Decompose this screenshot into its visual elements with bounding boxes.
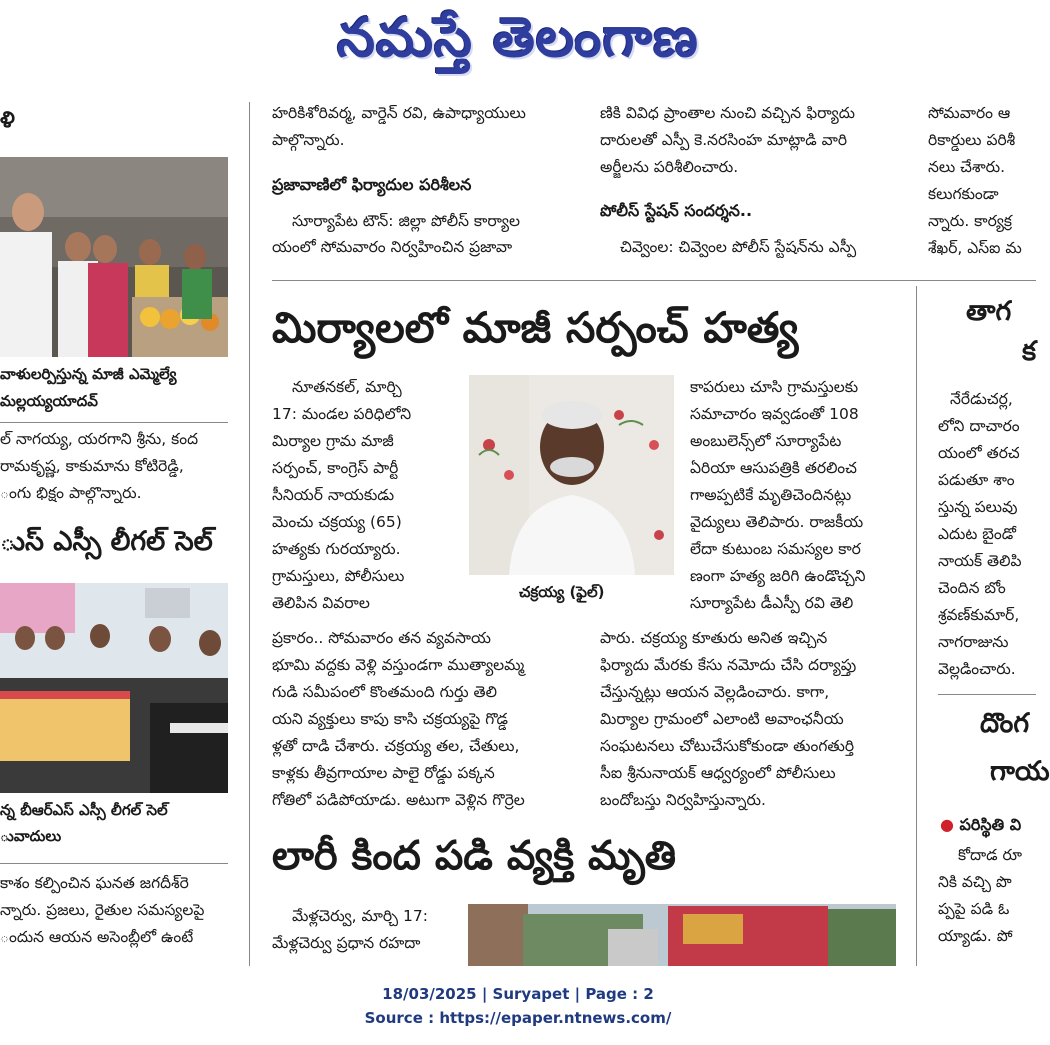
body-text: తెలిపిన వివరాల: [272, 594, 370, 612]
subheading: ప్రజావాణిలో ఫిర్యాదుల పరిశీలన: [272, 175, 472, 194]
body-text: మిర్యాల గ్రామ మాజీ: [272, 432, 394, 450]
body-text: సోమవారం ఆ: [928, 104, 1011, 122]
body-text: సూర్యాపేట డీఎస్పీ రవి తెలి: [690, 594, 854, 612]
body-text: అర్జీలను పరిశీలించారు.: [600, 158, 739, 176]
body-text: ందున ఆయన అసెంబ్లీలో ఉంటే: [0, 928, 194, 946]
body-text: గుడి సమీపంలో కొంతమంది గుర్తు తెలి: [272, 683, 497, 701]
body-text: నికి వచ్చి పొ: [938, 873, 1012, 891]
divider: [0, 863, 228, 864]
photo-caption: ువాదులు: [0, 827, 62, 845]
news-photo-tribute: [0, 157, 228, 357]
bullet-point: [940, 812, 1021, 838]
body-text: గ్రామస్తులు, పోలీసులు: [272, 567, 405, 585]
body-text: స్తున్న పలువు: [938, 498, 1018, 516]
body-text: నాగరాజును: [938, 633, 1009, 651]
source-link[interactable]: Source : https://epaper.ntnews.com/: [364, 1009, 672, 1027]
body-text: చివ్వెంల: చివ్వెంల పోలీస్ స్టేషన్‌ను ఎస్పీ: [620, 238, 857, 256]
body-text: న్నారు. ప్రజలు, రైతుల సమస్యలపై: [0, 901, 205, 919]
body-text: వెల్లడించారు.: [938, 660, 1016, 678]
main-story-col1-wide: [272, 617, 592, 812]
body-text: నేరేడుచర్ల,: [950, 390, 1013, 408]
body-text: గోతిలో పడిపోయాడు. అటుగా వెళ్లిన గొర్రెల: [272, 791, 525, 809]
body-text: హత్యకు గురయ్యారు.: [272, 540, 401, 558]
body-text: న్నారు. కార్యక్ర: [928, 212, 1013, 230]
body-text: మిర్యాల గ్రామంలో ఎలాంటి అవాంఛనీయ: [600, 710, 844, 728]
body-text: పాల్గొన్నారు.: [272, 131, 345, 149]
column-divider: [916, 286, 917, 966]
headline: క: [1022, 336, 1037, 367]
news-photo-chakrayya: [469, 375, 674, 575]
body-text: ప్పపై పడి ఓ: [938, 900, 1010, 918]
body-text: నలు చేశారు.: [928, 158, 1006, 176]
body-text: ఫిర్యాదు మేరకు కేసు నమోదు చేసి దర్యాప్తు: [600, 656, 857, 674]
body-text: మేళ్లచెర్వు ప్రధాన రహదా: [272, 934, 421, 952]
body-text: రామకృష్ణ, కాకుమాను కోటిరెడ్డి,: [0, 457, 184, 475]
top-story-col3: [928, 96, 1036, 276]
headline: గాయ: [990, 756, 1050, 787]
body-text: ణంగా హత్య జరిగి ఉండొచ్చని: [690, 567, 866, 585]
body-text: చెందిన బోం: [938, 579, 1006, 597]
body-text: ళ్లతో దాడి చేశారు. చక్రయ్య తల, చేతులు,: [272, 737, 520, 755]
top-story-col2: [600, 96, 905, 276]
column-divider: [249, 102, 250, 966]
photo-caption: న్న బీఆర్ఎస్ ఎస్సీ లీగల్ సెల్: [0, 801, 168, 819]
left-column: [0, 96, 240, 966]
second-story-body: [272, 901, 462, 966]
body-text: పడుతూ శాం: [938, 471, 1015, 489]
body-text: యంలో సోమవారం నిర్వహించిన ప్రజావా: [272, 238, 513, 256]
column-heading: ళి: [0, 108, 15, 133]
body-text: హరికిశోరివర్మ, వార్డెన్ రవి, ఉపాధ్యాయులు: [272, 104, 526, 122]
photo-caption: వాళులర్పిస్తున్న మాజీ ఎమ్మెల్యే: [0, 365, 177, 383]
main-story-col2-narrow: [690, 374, 905, 624]
body-text: కలుగకుండా: [928, 185, 999, 203]
body-text: సీనియర్ నాయకుడు: [272, 486, 395, 504]
body-text: ంగు భిక్షం పాల్గొన్నారు.: [0, 484, 142, 502]
headline: తాగ: [966, 296, 1012, 327]
body-text: య్యాడు. పో: [938, 927, 1013, 945]
masthead: [0, 0, 1036, 86]
headline: ుస్ ఎస్సీ లీగల్ సెల్: [0, 526, 213, 557]
photo-caption: చక్రయ్య (ఫైల్): [519, 583, 605, 601]
body-text: సర్పంచ్, కాంగ్రెస్ పార్టీ: [272, 459, 399, 477]
body-text: యంలో తరచ: [938, 444, 1020, 462]
body-text: ణికి వివిధ ప్రాంతాల నుంచి వచ్చిన ఫిర్యాదు: [600, 104, 856, 122]
body-text: సూర్యాపేట టౌన్: జిల్లా పోలీస్ కార్యాల: [292, 212, 520, 230]
divider: [938, 694, 1036, 695]
second-headline: లారీ కింద పడి వ్యక్తి మృతి: [272, 833, 676, 879]
body-text: రికార్డులు పరిశీ: [928, 131, 1016, 149]
body-text: దారులతో ఎస్పీ కె.నరసింహ మాట్లాడి వారి: [600, 131, 848, 149]
bullet-text: పరిస్థితి వి: [959, 815, 1022, 834]
divider: [0, 422, 228, 423]
body-text: కోదాడ రూ: [958, 846, 1023, 864]
photo-caption: మల్లయ్యయాదవ్: [0, 392, 98, 410]
body-text: కాపరులు చూసి గ్రామస్తులకు: [690, 378, 859, 396]
bullet-icon: ●: [940, 815, 954, 834]
body-text: పారు. చక్రయ్య కూతురు అనిత ఇచ్చిన: [600, 629, 828, 647]
body-text: నాయక్ తెలిపి: [938, 552, 1022, 570]
newspaper-page: [0, 96, 1050, 966]
top-story-col1: [272, 96, 582, 276]
body-text: మెంచు చక్రయ్య (65): [272, 513, 402, 531]
body-text: చేస్తున్నట్లు ఆయన వెల్లడించారు. కాగా,: [600, 683, 830, 701]
body-text: 17: మండల పరిధిలోని: [272, 405, 412, 423]
page-footer: [0, 982, 1036, 1030]
body-text: ల్ నాగయ్య, యరగాని శ్రీను, కంద: [0, 430, 199, 448]
body-text: నూతనకల్, మార్చి: [292, 378, 402, 396]
body-text: లేదా కుటుంబ సమస్యల కార: [690, 540, 861, 558]
body-text: కాశం కల్పించిన ఘనత జగదీశ్‌రె: [0, 874, 189, 892]
body-text: సమాచారం ఇవ్వడంతో 108: [690, 405, 859, 423]
news-photo-legal-cell: [0, 583, 228, 793]
body-text: కాళ్లకు తీవ్రగాయాల పాలై రోడ్డు పక్కన: [272, 764, 495, 782]
body-text: ఎదుట బైండో: [938, 525, 1016, 543]
newspaper-title: నమస్తే తెలంగాణ: [337, 6, 699, 69]
body-text: భూమి వద్దకు వెళ్లి వస్తుండగా ముత్యాలమ్మ: [272, 656, 525, 674]
section-divider: [272, 280, 1036, 281]
body-text: మేళ్లచెర్వు, మార్చి 17:: [292, 907, 428, 925]
body-text: శేఖర్, ఎస్ఐ మ: [928, 239, 1022, 257]
body-text: ప్రకారం.. సోమవారం తన వ్యవసాయ: [272, 629, 491, 647]
edition-info: 18/03/2025 | Suryapet | Page : 2: [382, 985, 654, 1003]
body-text: ఏరియా ఆసుపత్రికి తరలించ: [690, 459, 857, 477]
main-story-col2-wide: [600, 617, 905, 812]
body-text: సంఘటనలు చోటుచేసుకోకుండా తుంగతుర్తి: [600, 737, 855, 755]
body-text: శ్రవణ్‌కుమార్,: [938, 606, 1020, 624]
subheading: పోలీస్ స్టేషన్ సందర్శన..: [600, 201, 753, 220]
body-text: వైద్యులు తెలిపారు. రాజకీయ: [690, 513, 864, 531]
main-story-col1-narrow: [272, 374, 462, 624]
body-text: గాఅప్పటికే మృతిచెందినట్లు: [690, 486, 852, 504]
news-photo-lorry: [468, 904, 896, 966]
body-text: సీఐ శ్రీనునాయక్ ఆధ్వర్యంలో పోలీసులు: [600, 764, 836, 782]
body-text: బందోబస్తు నిర్వహిస్తున్నారు.: [600, 791, 766, 809]
right-column: [930, 286, 1050, 966]
body-text: అంబులెన్స్‌లో సూర్యాపేట: [690, 432, 842, 450]
headline: దొంగ: [980, 708, 1030, 739]
main-headline: మిర్యాలలో మాజీ సర్పంచ్ హత్య: [272, 303, 799, 352]
body-text: లోని దాచారం: [938, 417, 1020, 435]
body-text: యని వ్యక్తులు కాపు కాసి చక్రయ్యపై గొడ్డ: [272, 710, 509, 728]
